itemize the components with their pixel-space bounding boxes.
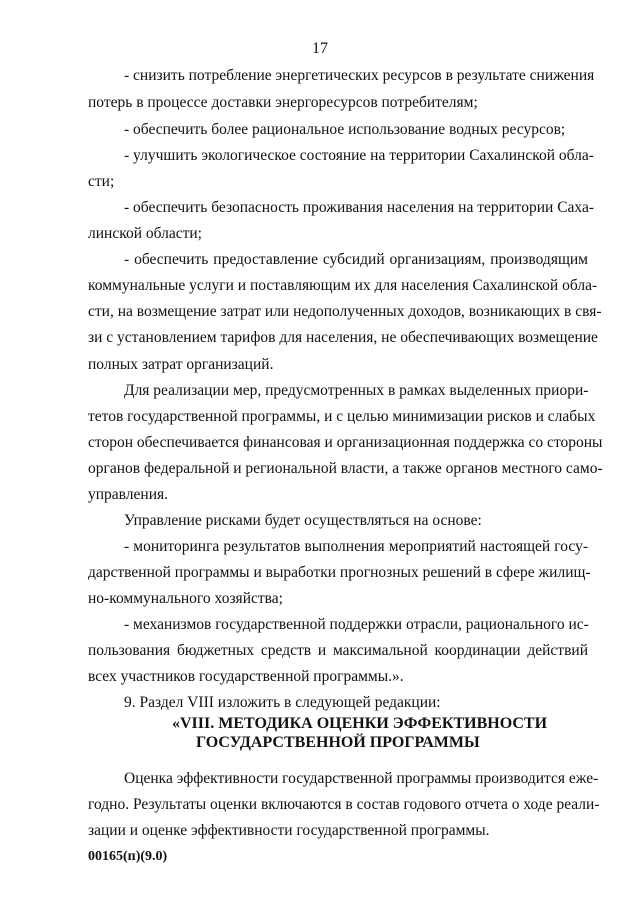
text-line: - обеспечить безопасность проживания населения на территории Саха- <box>124 199 594 216</box>
text-line: зи с установлением тарифов для населения, не обеспечивающих возмещение <box>88 329 598 346</box>
text-line: потерь в процессе доставки энергоресурсов потребителям; <box>88 94 478 111</box>
text-line: сторон обеспечивается финансовая и организационная поддержка со стороны <box>88 434 603 451</box>
document-code: 00165(п)(9.0) <box>88 849 168 864</box>
text-line: - обеспечить более рациональное использование водных ресурсов; <box>124 121 566 138</box>
text-line: - снизить потребление энергетических ресурсов в результате снижения <box>124 67 595 84</box>
text-line: - механизмов государственной поддержки отрасли, рационального ис- <box>124 616 589 633</box>
text-line: Для реализации мер, предусмотренных в рамках выделенных приори- <box>124 382 589 399</box>
text-line: управления. <box>88 486 168 503</box>
text-line: Оценка эффективности государственной программы производится еже- <box>124 770 599 787</box>
text-line: органов федеральной и региональной власти, а также органов местного само- <box>88 460 603 477</box>
text-line: сти, на возмещение затрат или недополученных доходов, возникающих в свя- <box>88 303 602 320</box>
text-line: дарственной программы и выработки прогнозных решений в сфере жилищ- <box>88 564 591 581</box>
text-line: годно. Результаты оценки включаются в состав годового отчета о ходе реали- <box>88 796 600 813</box>
text-line: пользования бюджетных средств и максимальной координации действий <box>88 642 588 659</box>
text-line: Управление рисками будет осуществляться на основе: <box>124 512 482 529</box>
text-line: всех участников государственной программы.». <box>88 668 404 685</box>
text-line: - обеспечить предоставление субсидий организациям, производящим <box>124 251 588 268</box>
text-line: тетов государственной программы, и с целью минимизации рисков и слабых <box>88 408 596 425</box>
section-heading-line-1: «VIII. МЕТОДИКА ОЦЕНКИ ЭФФЕКТИВНОСТИ <box>172 715 548 732</box>
text-line: полных затрат организаций. <box>88 356 274 373</box>
text-line: - улучшить экологическое состояние на территории Сахалинской обла- <box>124 147 594 164</box>
section-heading-line-2: ГОСУДАРСТВЕННОЙ ПРОГРАММЫ <box>196 734 480 751</box>
text-line: сти; <box>88 173 115 190</box>
page-number: 17 <box>312 40 328 57</box>
text-line: но-коммунального хозяйства; <box>88 590 283 607</box>
text-line: зации и оценке эффективности государственной программы. <box>88 822 490 839</box>
text-line: - мониторинга результатов выполнения мероприятий настоящей госу- <box>124 538 588 555</box>
text-line: коммунальные услуги и поставляющим их для населения Сахалинской обла- <box>88 277 598 294</box>
text-line: 9. Раздел VIII изложить в следующей редакции: <box>124 694 441 711</box>
text-line: линской области; <box>88 225 202 242</box>
